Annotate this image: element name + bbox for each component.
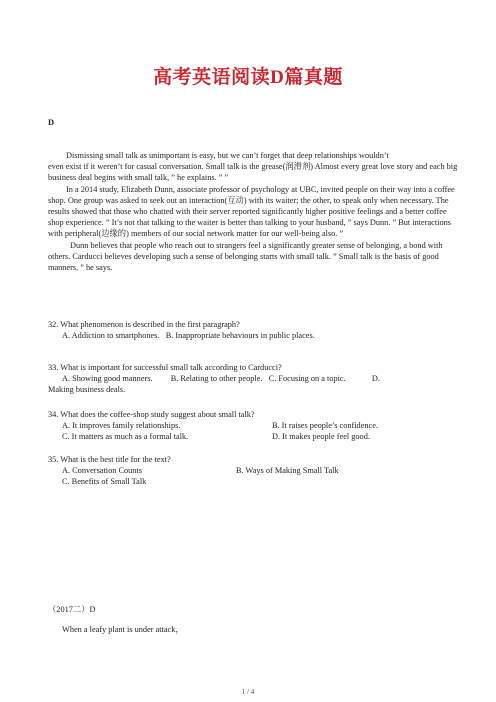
- option-d-text: Making business deals.: [48, 385, 126, 395]
- option-a: A. Showing good manners.: [62, 374, 153, 384]
- option-a: A. Conversation Counts: [62, 466, 142, 476]
- options-row: [48, 330, 458, 341]
- page-number: 1 / 4: [241, 688, 255, 696]
- question-34: [48, 409, 458, 443]
- question-stem: 32. What phenomenon is described in the first paragraph?: [48, 320, 240, 329]
- option-b: B. Relating to other people.: [170, 374, 263, 384]
- options-row-2: [48, 431, 458, 442]
- options-row-2: [48, 476, 458, 487]
- paragraph-1-continued: even exist if it weren’t for casual conversation. Small talk is the grease(润滑剂) Almost every great love story and each big business deal begins with small talk, ” he explains. ” ”: [48, 162, 458, 183]
- option-b: B. Ways of Making Small Talk: [236, 466, 339, 476]
- option-d-label: D.: [371, 374, 380, 384]
- option-b: B. It raises people’s confidence.: [272, 421, 378, 431]
- next-section-label: （2017二）D: [48, 605, 96, 614]
- question-stem: 33. What is important for successful small talk according to Carducci?: [48, 363, 282, 372]
- paragraph-3: Dunn believes that people who reach out to strangers feel a significantly greater sense of belonging, a bond with others. Carducci believes developing such a sense of belonging starts with small talk. ” Small talk is the basis of good manners, ” he says.: [48, 240, 443, 273]
- option-c: C. It matters as much as a formal talk.: [62, 432, 189, 442]
- options-row-1: [48, 420, 458, 431]
- section-label: D: [48, 117, 55, 127]
- next-section-first-line: When a leafy plant is under attack，: [62, 625, 184, 634]
- question-stem: 35. What is the best title for the text?: [48, 455, 171, 464]
- question-35: [48, 454, 458, 488]
- question-32: [48, 319, 458, 341]
- question-stem: 34. What does the coffee-shop study suggest about small talk?: [48, 410, 255, 419]
- question-33: [48, 362, 458, 396]
- option-c: C. Focusing on a topic.: [268, 374, 346, 384]
- options-row: [48, 373, 458, 384]
- reading-passage: [48, 150, 458, 273]
- option-a: A. It improves family relationships.: [62, 421, 181, 431]
- option-a: A. Addiction to smartphones.: [62, 331, 160, 341]
- option-b: B. Inappropriate behaviours in public places.: [165, 331, 315, 341]
- paragraph-1: Dismissing small talk as unimportant is easy, but we can’t forget that deep relationships wouldn’t: [66, 151, 389, 160]
- options-row-1: [48, 465, 458, 476]
- option-d: D. It makes people feel good.: [272, 432, 370, 442]
- option-c: C. Benefits of Small Talk: [62, 477, 147, 487]
- paragraph-2: In a 2014 study, Elizabeth Dunn, associate professor of psychology at UBC, invited people on their way into a coffee shop. One group was asked to seek out an interaction(互动) with its waiter; the other, to speak only when necessary. The results showed that those who chatted with their server reported significantly higher positive feelings and a better coffee shop experience. ” It’s not that talking to the waiter is better than talking to your husband, ” says Dunn. ” But interactions with peripheral(边缘的) members of our social network matter for our well-being also. ”: [48, 184, 455, 239]
- page-title: 高考英语阅读D篇真题: [153, 67, 343, 88]
